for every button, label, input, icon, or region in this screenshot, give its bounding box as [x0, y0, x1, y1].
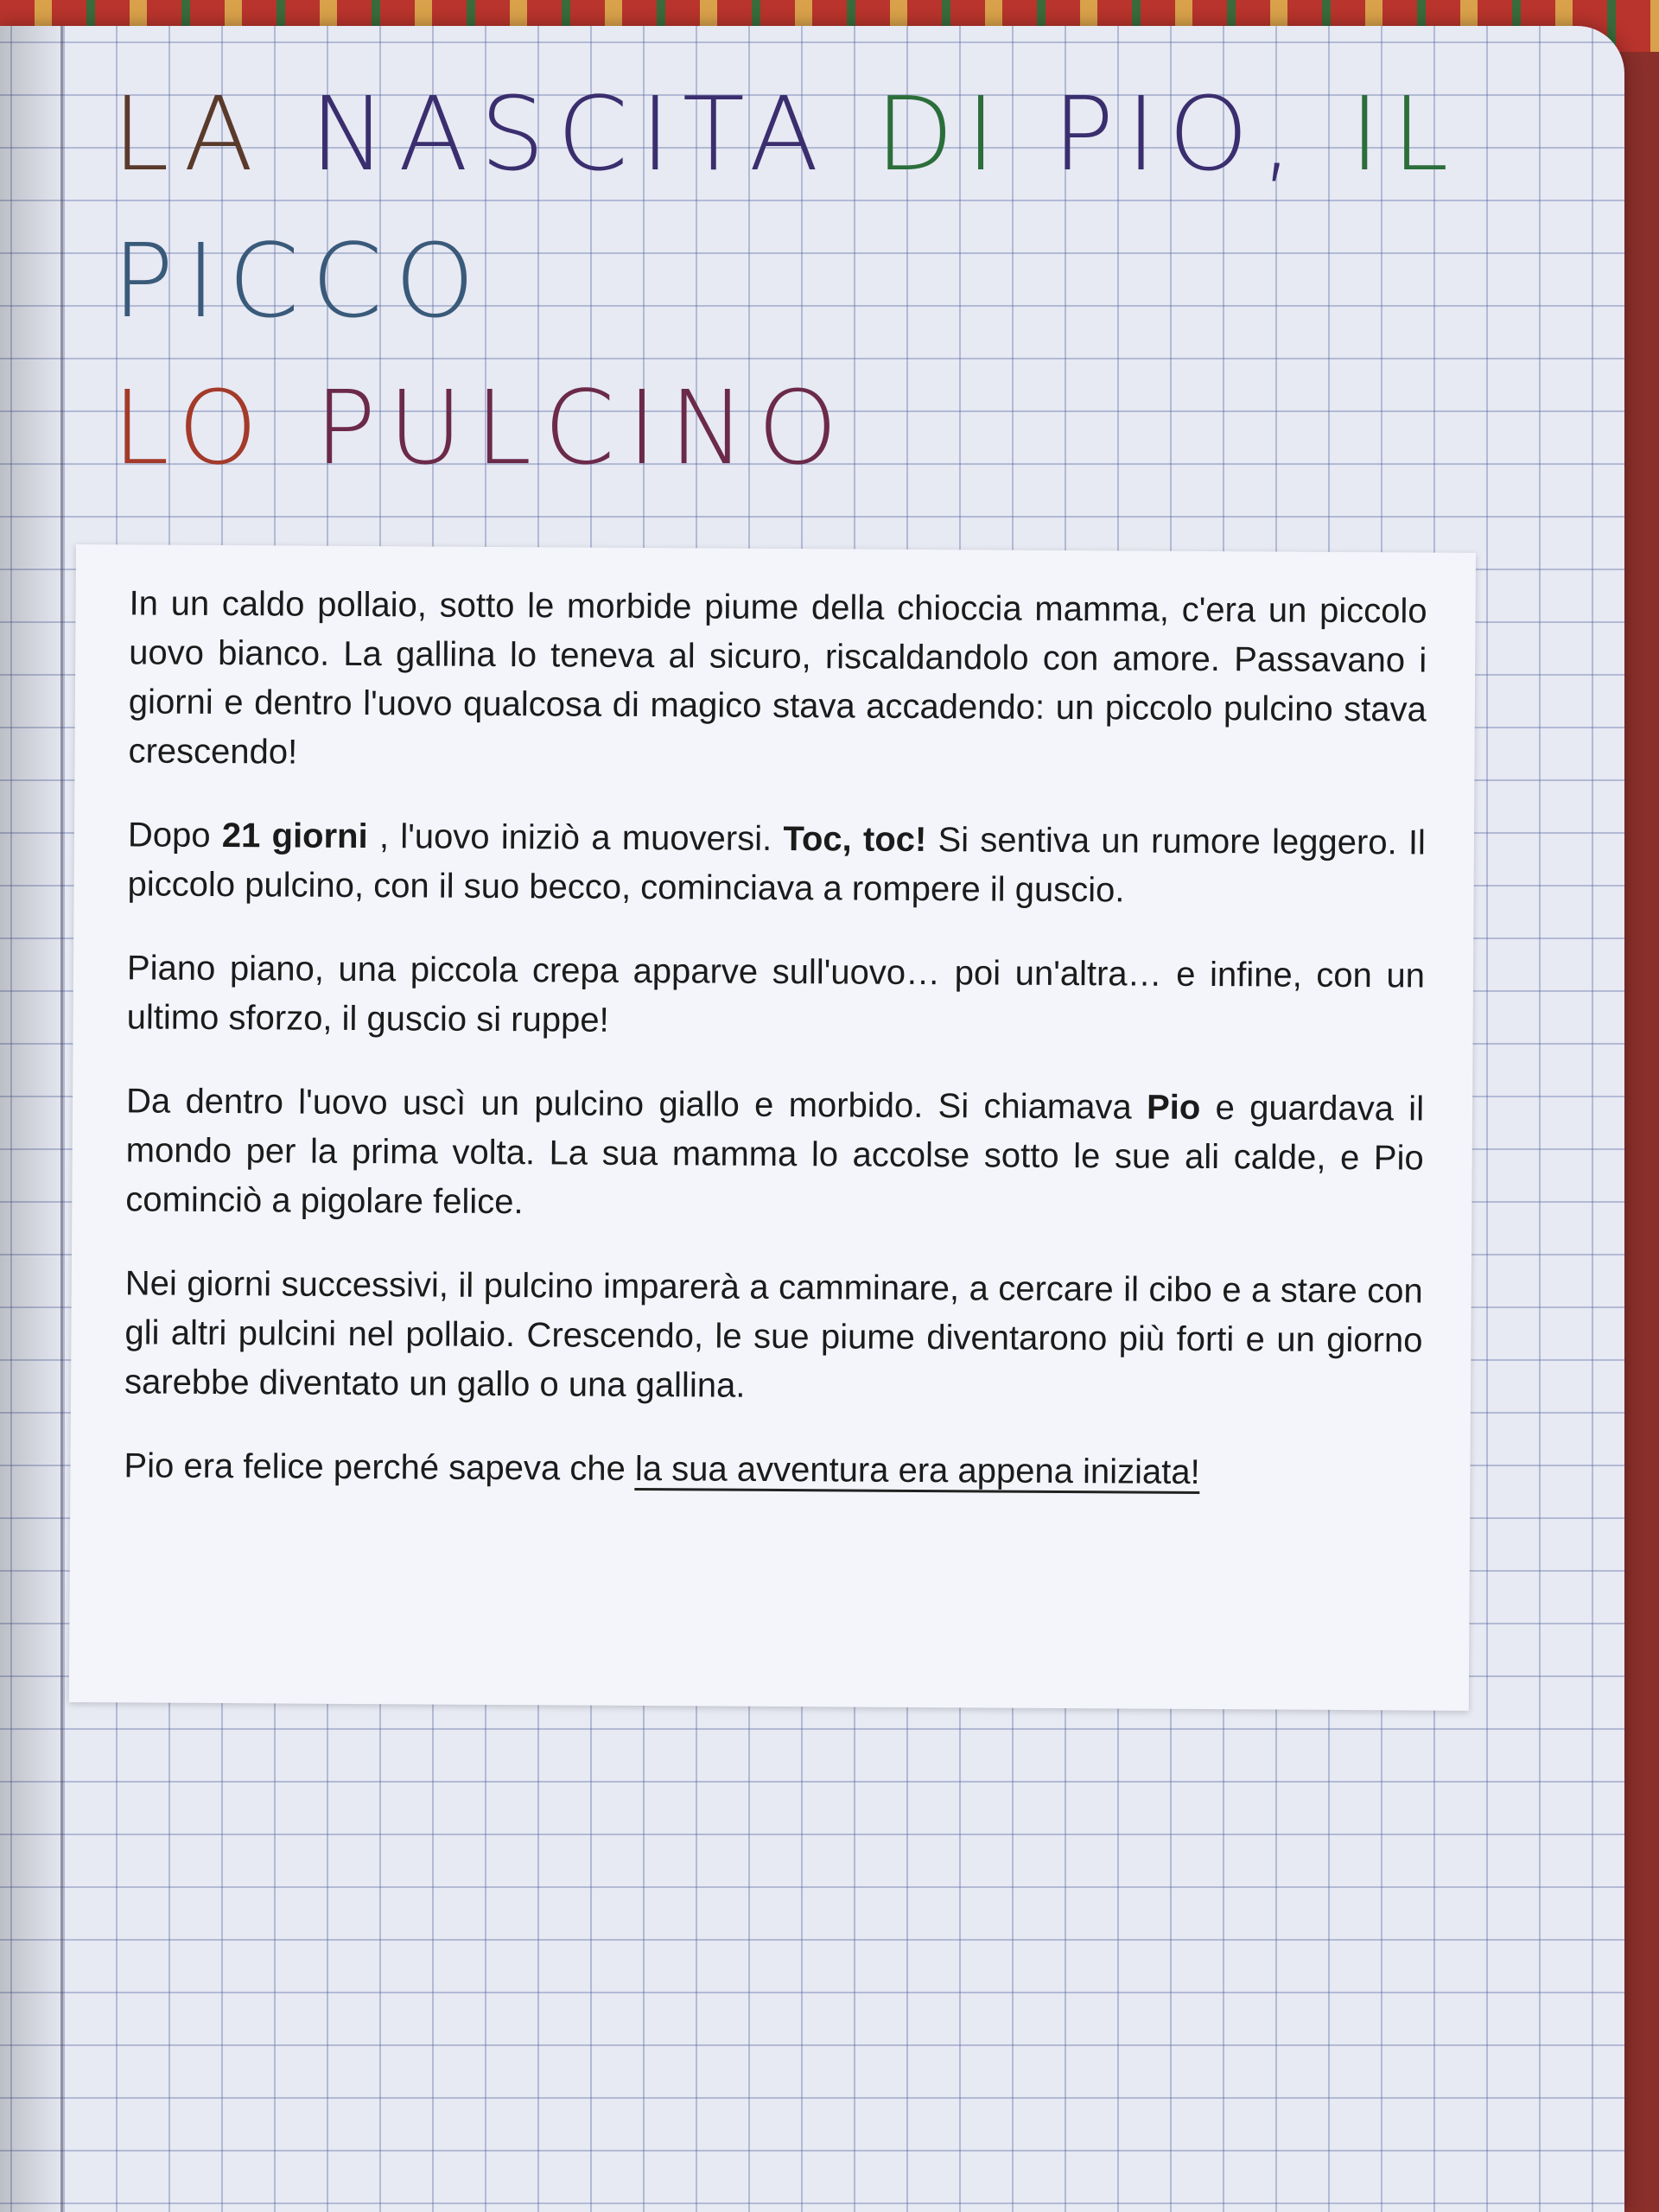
title-word: PICCO — [112, 221, 487, 340]
title-word: PIO, — [1052, 74, 1306, 194]
story-paragraph-5: Nei giorni successivi, il pulcino imparerà a camminare, a cercare il cibo e a stare con gli altri pulcini nel pollaio. Crescendo, le sue piume diventarono più forti e un giorno sarebbe diventato un gallo o una gallina. — [124, 1264, 1423, 1405]
story-paragraph-1: In un caldo pollaio, sotto le morbide piume della chioccia mamma, c'era un piccolo uovo bianco. La gallina lo teneva al sicuro, riscaldandolo con amore. Passavano i giorni e dentro l'uovo qualcosa di magico stava accadendo: un piccolo pulcino stava crescendo! — [128, 584, 1427, 772]
title-word: LA — [112, 74, 266, 194]
bold-days: 21 giorni — [221, 817, 368, 856]
story-paragraph-2: Dopo 21 giorni , l'uovo iniziò a muoversi. Toc, toc! Si sentiva un rumore leggero. Il piccolo pulcino, con il suo becco, cominciava a rompere il guscio. — [127, 816, 1427, 910]
notebook-binding — [0, 26, 63, 2212]
title-word: PULCINO — [314, 368, 850, 487]
title-word: IL — [1350, 74, 1461, 194]
notebook-page — [0, 26, 1624, 2212]
bold-toc-toc: Toc, toc! — [783, 820, 927, 860]
story-paragraph-3: Piano piano, una piccola crepa apparve sull'uovo… poi un'altra… e infine, con un ultimo sforzo, il guscio si ruppe! — [126, 949, 1426, 1039]
underlined-ending: la sua avventura era appena iniziata! — [635, 1450, 1200, 1494]
title-word: DI — [874, 74, 1008, 194]
pasted-story-sheet — [69, 544, 1476, 1711]
handwritten-title — [112, 60, 1581, 501]
bold-pio: Pio — [1146, 1088, 1201, 1127]
story-paragraph-4: Da dentro l'uovo uscì un pulcino giallo e morbido. Si chiamava Pio e guardava il mondo per la prima volta. La sua mamma lo accolse sotto le sue ali calde, e Pio cominciò a pigolare felice. — [125, 1082, 1425, 1222]
title-word: NASCITA — [309, 74, 831, 194]
title-word: LO — [112, 368, 270, 487]
story-paragraph-6: Pio era felice perché sapeva che la sua avventura era appena iniziata! — [124, 1441, 1421, 1498]
